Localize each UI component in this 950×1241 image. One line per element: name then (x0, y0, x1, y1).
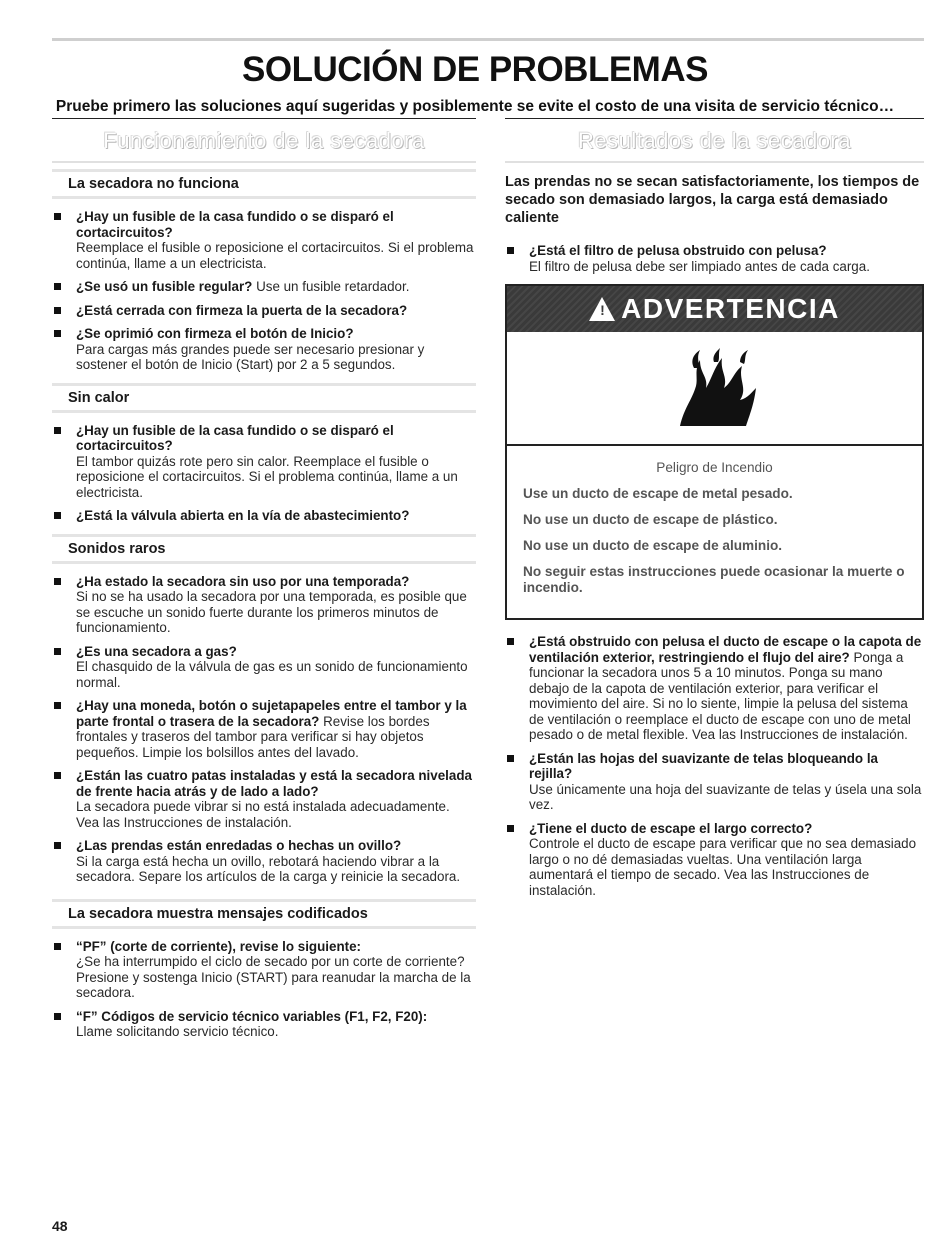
question: ¿Tiene el ducto de escape el largo correcto? (529, 820, 813, 836)
list-item (505, 634, 924, 743)
list-item (52, 279, 476, 295)
bullet-icon (54, 427, 61, 434)
list-item (52, 768, 476, 830)
page-subtitle: Pruebe primero las soluciones aquí sugeridas y posiblemente se evite el costo de una visita de servicio técnico… (55, 98, 895, 115)
question: ¿Se oprimió con firmeza el botón de Inicio? (76, 326, 354, 341)
bullet-icon (54, 842, 61, 849)
subsection-heading (52, 169, 476, 199)
list-item (505, 821, 924, 899)
question: ¿Las prendas están enredadas o hechas un ovillo? (76, 838, 402, 853)
bullet-icon (54, 283, 61, 290)
bullet-icon (54, 512, 61, 519)
list-item (52, 423, 476, 501)
subsection-heading (52, 534, 476, 564)
question: “PF” (corte de corriente), revise lo siguiente: (76, 938, 361, 954)
question: ¿Está el filtro de pelusa obstruido con pelusa? (529, 243, 827, 258)
bullet-icon (54, 330, 61, 337)
answer: Reemplace el fusible o reposicione el cortacircuitos. Si el problema continúa, llame a un electricista. (76, 240, 474, 271)
right-column (505, 118, 924, 906)
answer: Para cargas más grandes puede ser necesario presionar y sostener el botón de Inicio (Start) por 2 a 5 segundos. (76, 341, 425, 372)
list-item (52, 698, 476, 760)
warning-triangle-icon: ! (589, 297, 615, 321)
bullet-icon (54, 213, 61, 220)
left-column (52, 118, 476, 1048)
fire-icon (670, 348, 760, 428)
subsection-heading-text: La secadora muestra mensajes codificados (68, 905, 368, 922)
warning-banner (507, 286, 922, 332)
bullet-icon (54, 648, 61, 655)
list-item (52, 574, 476, 636)
answer: Revise los bordes frontales y traseros del tambor para verificar si hay objetos pequeños. Limpie los bolsillos antes del lavado. (76, 713, 430, 760)
question: ¿Es una secadora a gas? (76, 643, 237, 659)
section-band-left (52, 118, 476, 163)
answer: El chasquido de la válvula de gas es un sonido de funcionamiento normal. (76, 659, 468, 690)
answer: El filtro de pelusa debe ser limpiado antes de cada carga. (529, 258, 870, 274)
answer: Use únicamente una hoja del suavizante de telas y úsela una sola vez. (529, 781, 922, 812)
bullet-icon (54, 307, 61, 314)
answer: ¿Se ha interrumpido el ciclo de secado por un corte de corriente? Presione y sostenga Inicio (START) para reanudar la marcha de la secadora. (76, 954, 471, 1000)
question: ¿Ha estado la secadora sin uso por una temporada? (76, 573, 410, 589)
list-item (52, 508, 476, 524)
question: ¿Hay un fusible de la casa fundido o se disparó el cortacircuitos? (76, 209, 394, 240)
list-item (52, 209, 476, 271)
warning-icon-area (507, 332, 922, 446)
bullet-icon (54, 1013, 61, 1020)
subsection-heading-text: La secadora no funciona (68, 176, 239, 192)
question: ¿Está la válvula abierta en la vía de abastecimiento? (76, 508, 410, 523)
list-item (52, 1009, 476, 1040)
section-title: Resultados de la secadora (578, 128, 851, 153)
section-band-right (505, 118, 924, 163)
bullet-icon (507, 247, 514, 254)
question: ¿Están las cuatro patas instaladas y está la secadora nivelada de frente hacia atrás y de lado a lado? (76, 768, 472, 799)
question: ¿Está cerrada con firmeza la puerta de la secadora? (76, 302, 408, 318)
warning-line: No use un ducto de escape de plástico. (523, 512, 778, 527)
answer: Si la carga está hecha un ovillo, rebotará haciendo vibrar a la secadora. Separe los artículos de la carga y reinicie la secadora. (76, 853, 461, 884)
answer: Controle el ducto de escape para verificar que no sea demasiado largo o no dé demasiadas vueltas. Una ventilación larga aumentará el tiempo de secado. Vea las Instrucciones de instalación. (529, 836, 917, 898)
answer: La secadora puede vibrar si no está instalada adecuadamente. Vea las Instrucciones de instalación. (76, 799, 450, 830)
subsection-heading-text: Sin calor (68, 389, 130, 406)
warning-body (507, 446, 922, 618)
list-item (52, 303, 476, 319)
warning-line: No use un ducto de escape de aluminio. (523, 538, 783, 553)
question: ¿Se usó un fusible regular? (76, 279, 253, 294)
answer: Use un fusible retardador. (256, 279, 410, 294)
warning-box (505, 284, 924, 620)
answer: El tambor quizás rote pero sin calor. Reemplace el fusible o reposicione el cortacircuitos. Si el problema continúa, llame a un electricista. (76, 453, 458, 500)
warning-line: Peligro de Incendio (656, 460, 773, 475)
subsection-heading (52, 899, 476, 929)
warning-line: No seguir estas instrucciones puede ocasionar la muerte o incendio. (523, 564, 905, 595)
list-item (52, 326, 476, 373)
item-list (505, 243, 924, 274)
subsection-heading-text: Sonidos raros (68, 540, 166, 557)
bullet-icon (507, 638, 514, 645)
list-item (505, 243, 924, 274)
page-number: 48 (52, 1218, 68, 1234)
item-list (505, 634, 924, 898)
bullet-icon (54, 943, 61, 950)
list-item (52, 838, 476, 885)
question: ¿Están las hojas del suavizante de telas bloqueando la rejilla? (529, 750, 879, 781)
item-list (52, 574, 476, 885)
item-list (52, 423, 476, 524)
question: ¿Hay un fusible de la casa fundido o se disparó el cortacircuitos? (76, 422, 394, 453)
top-rule (52, 38, 924, 41)
bullet-icon (507, 755, 514, 762)
bullet-icon (507, 825, 514, 832)
bullet-icon (54, 578, 61, 585)
question: ¿Está obstruido con pelusa el ducto de escape o la capota de ventilación exterior, restringiendo el flujo del aire? (529, 634, 922, 665)
answer: Llame solicitando servicio técnico. (76, 1024, 279, 1039)
subsection-heading (505, 167, 924, 233)
subsection-heading-text: Las prendas no se secan satisfactoriamente, los tiempos de secado son demasiado largos, la carga está demasiado caliente (505, 174, 920, 226)
bullet-icon (54, 702, 61, 709)
question: “F” Códigos de servicio técnico variables (F1, F2, F20): (76, 1008, 428, 1024)
page-title: SOLUCIÓN DE PROBLEMAS (242, 50, 708, 89)
list-item (52, 644, 476, 691)
answer: Si no se ha usado la secadora por una temporada, es posible que se escuche un sonido fuerte durante los primeros minutos de funcionamiento. (76, 589, 467, 635)
warning-line: Use un ducto de escape de metal pesado. (523, 486, 793, 501)
answer: Ponga a funcionar la secadora unos 5 a 10 minutos. Ponga su mano debajo de la capota de ventilación exterior, para verificar el movimiento del aire. Si no lo siente, limpie la pelusa del sistema de ventilación o reemplace el ducto de escape con uno de metal pesado o de metal flexible. Vea las Instrucciones de instalación. (529, 649, 911, 742)
list-item (52, 939, 476, 1001)
item-list (52, 209, 476, 373)
list-item (505, 751, 924, 813)
question: ¿Hay una moneda, botón o sujetapapeles entre el tambor y la parte frontal o trasera de la secadora? (76, 698, 467, 729)
bullet-icon (54, 772, 61, 779)
item-list (52, 939, 476, 1040)
subsection-heading (52, 383, 476, 413)
section-title: Funcionamiento de la secadora (103, 128, 425, 153)
warning-banner-text: ADVERTENCIA (621, 293, 840, 324)
